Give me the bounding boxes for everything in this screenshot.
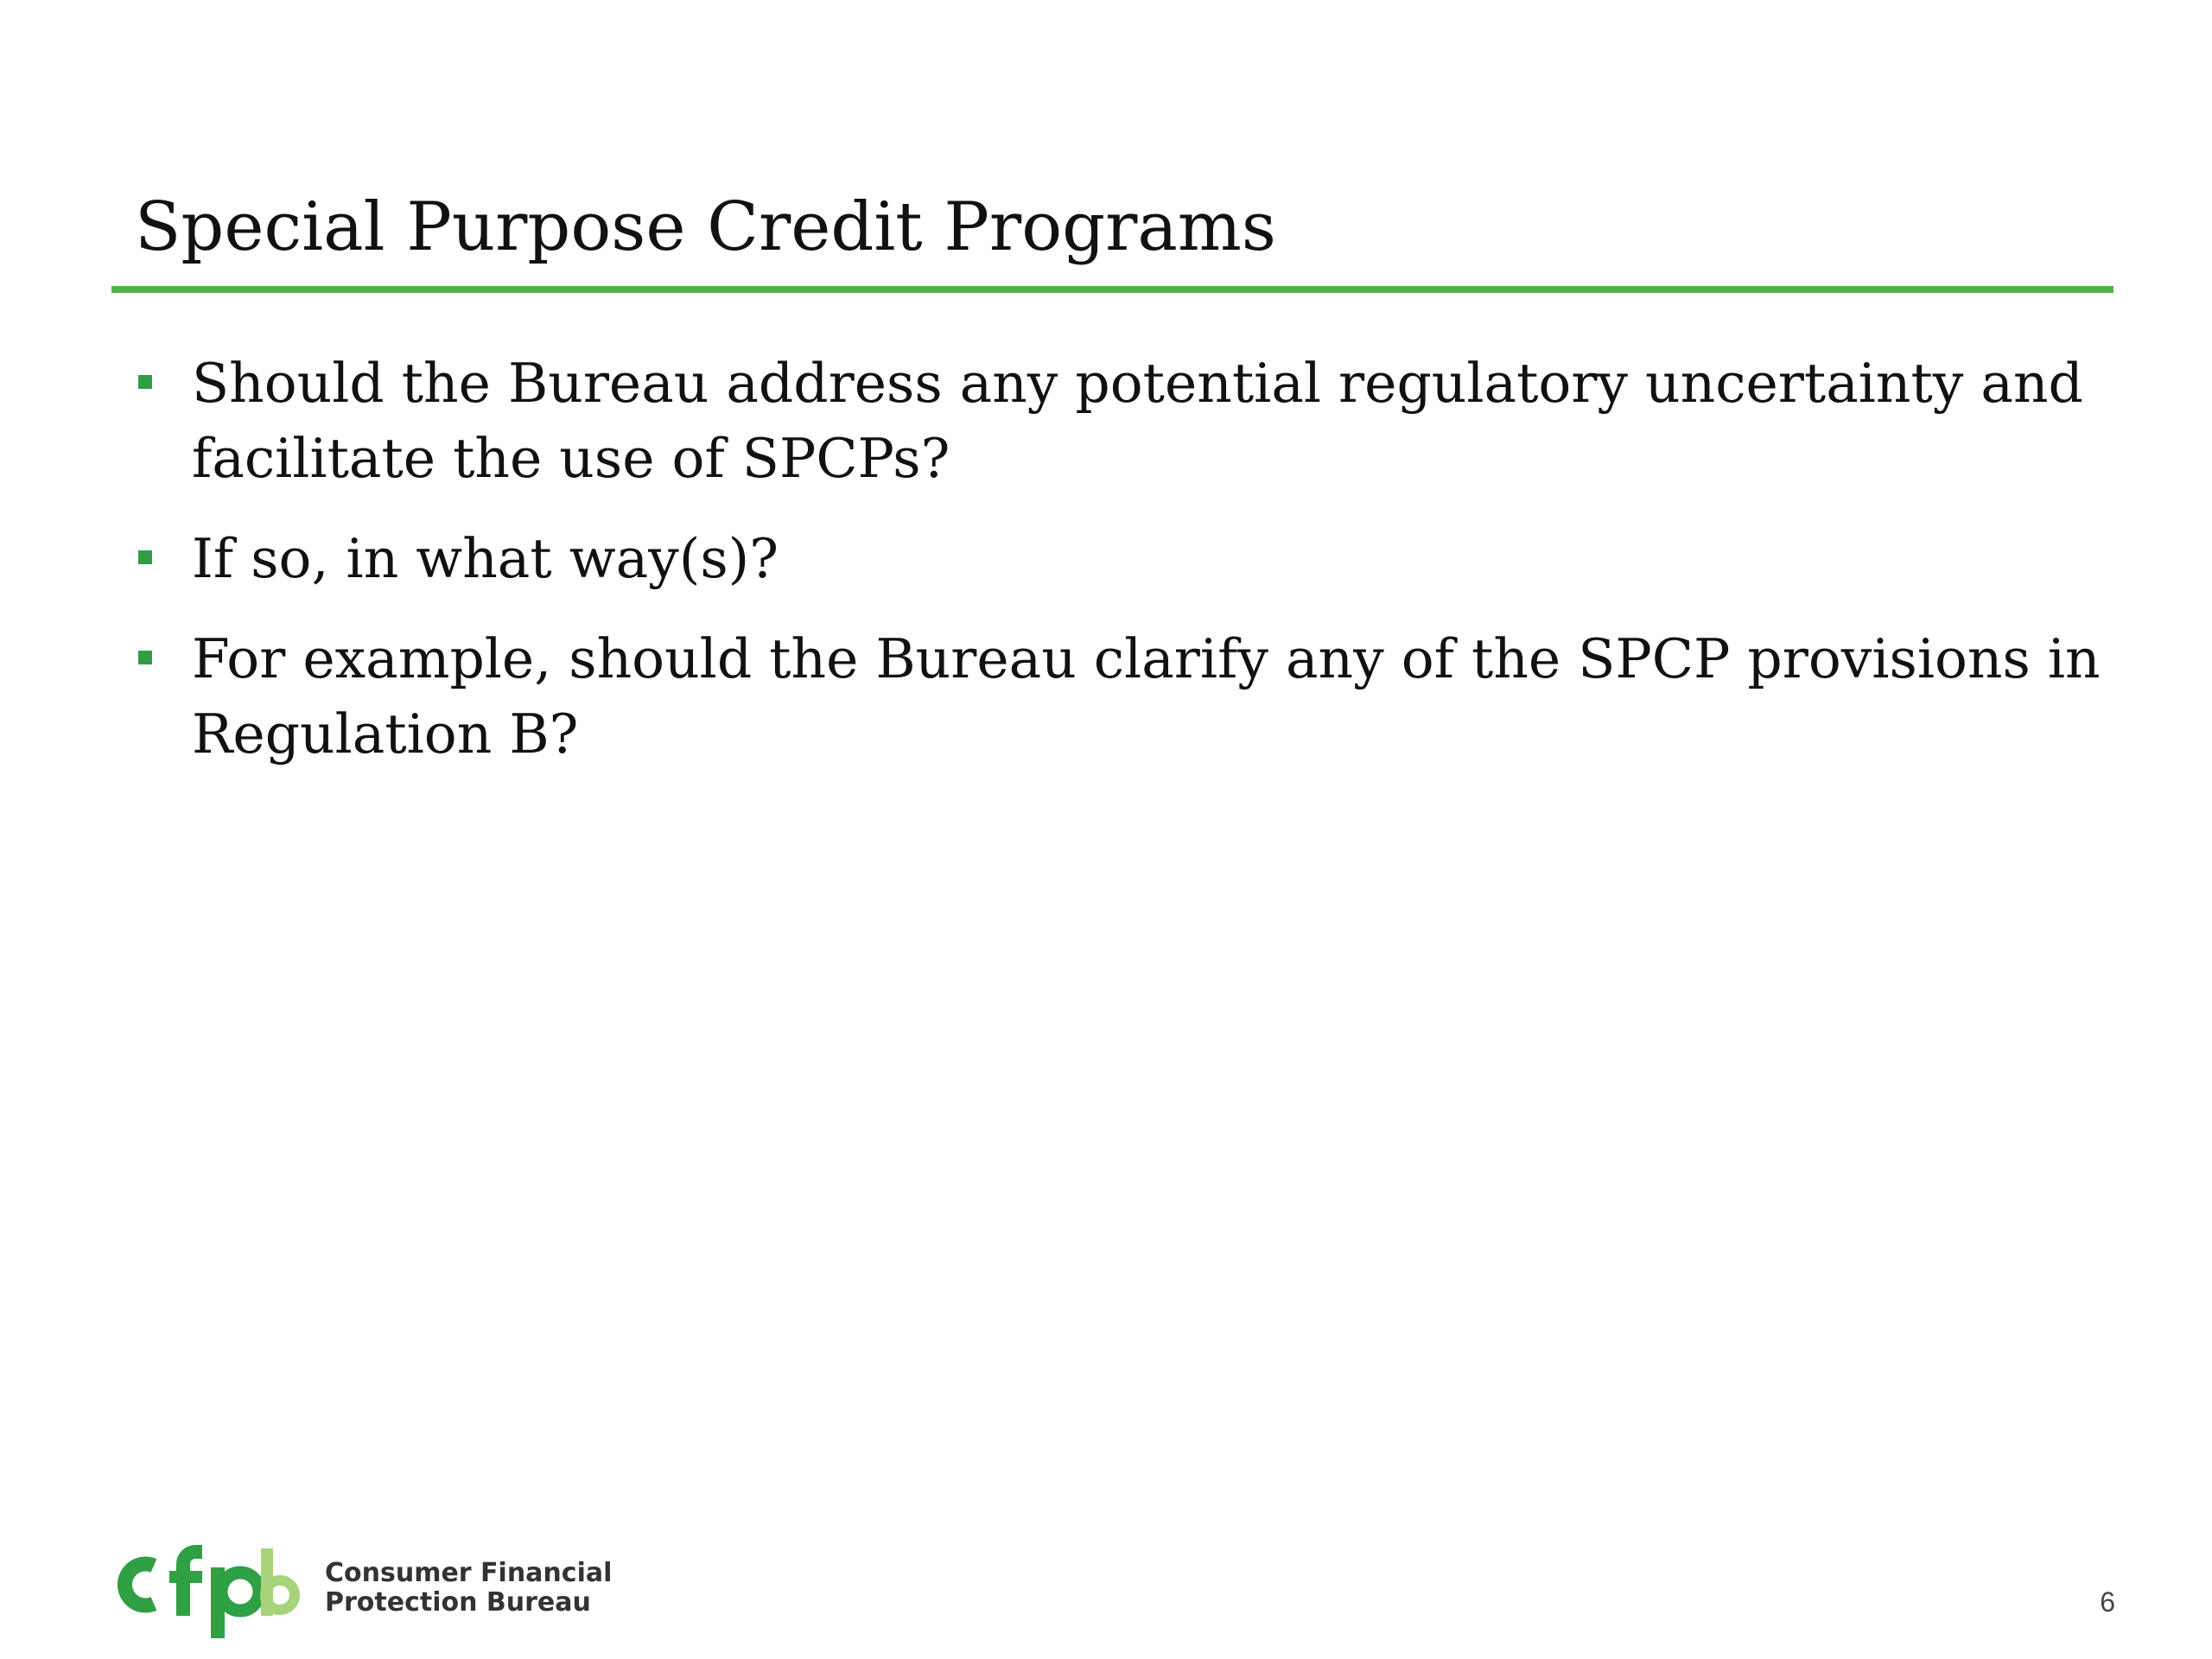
bullet-item <box>138 621 2126 772</box>
bullet-item <box>138 346 2126 496</box>
bullet-text: For example, should the Bureau clarify any of the SPCP provisions in Regulation B? <box>192 627 2101 766</box>
agency-name-line2: Protection Bureau <box>325 1587 591 1618</box>
square-bullet-icon <box>138 550 152 564</box>
agency-name <box>325 1559 612 1618</box>
bullet-text: If so, in what way(s)? <box>192 527 779 590</box>
bullet-item <box>138 521 2126 596</box>
cfpb-logo <box>114 1543 613 1638</box>
page-number: 6 <box>2100 1586 2115 1618</box>
square-bullet-icon <box>138 375 152 389</box>
title-divider <box>111 286 2113 293</box>
bullet-list <box>138 346 2126 797</box>
bullet-text: Should the Bureau address any potential regulatory uncertainty and facilitate the use of SPCPs? <box>192 352 2083 490</box>
slide-title: Special Purpose Credit Programs <box>135 188 1276 266</box>
square-bullet-icon <box>138 651 152 664</box>
cfpb-logo-mark-icon <box>114 1543 301 1638</box>
agency-name-line1: Consumer Financial <box>325 1558 613 1588</box>
